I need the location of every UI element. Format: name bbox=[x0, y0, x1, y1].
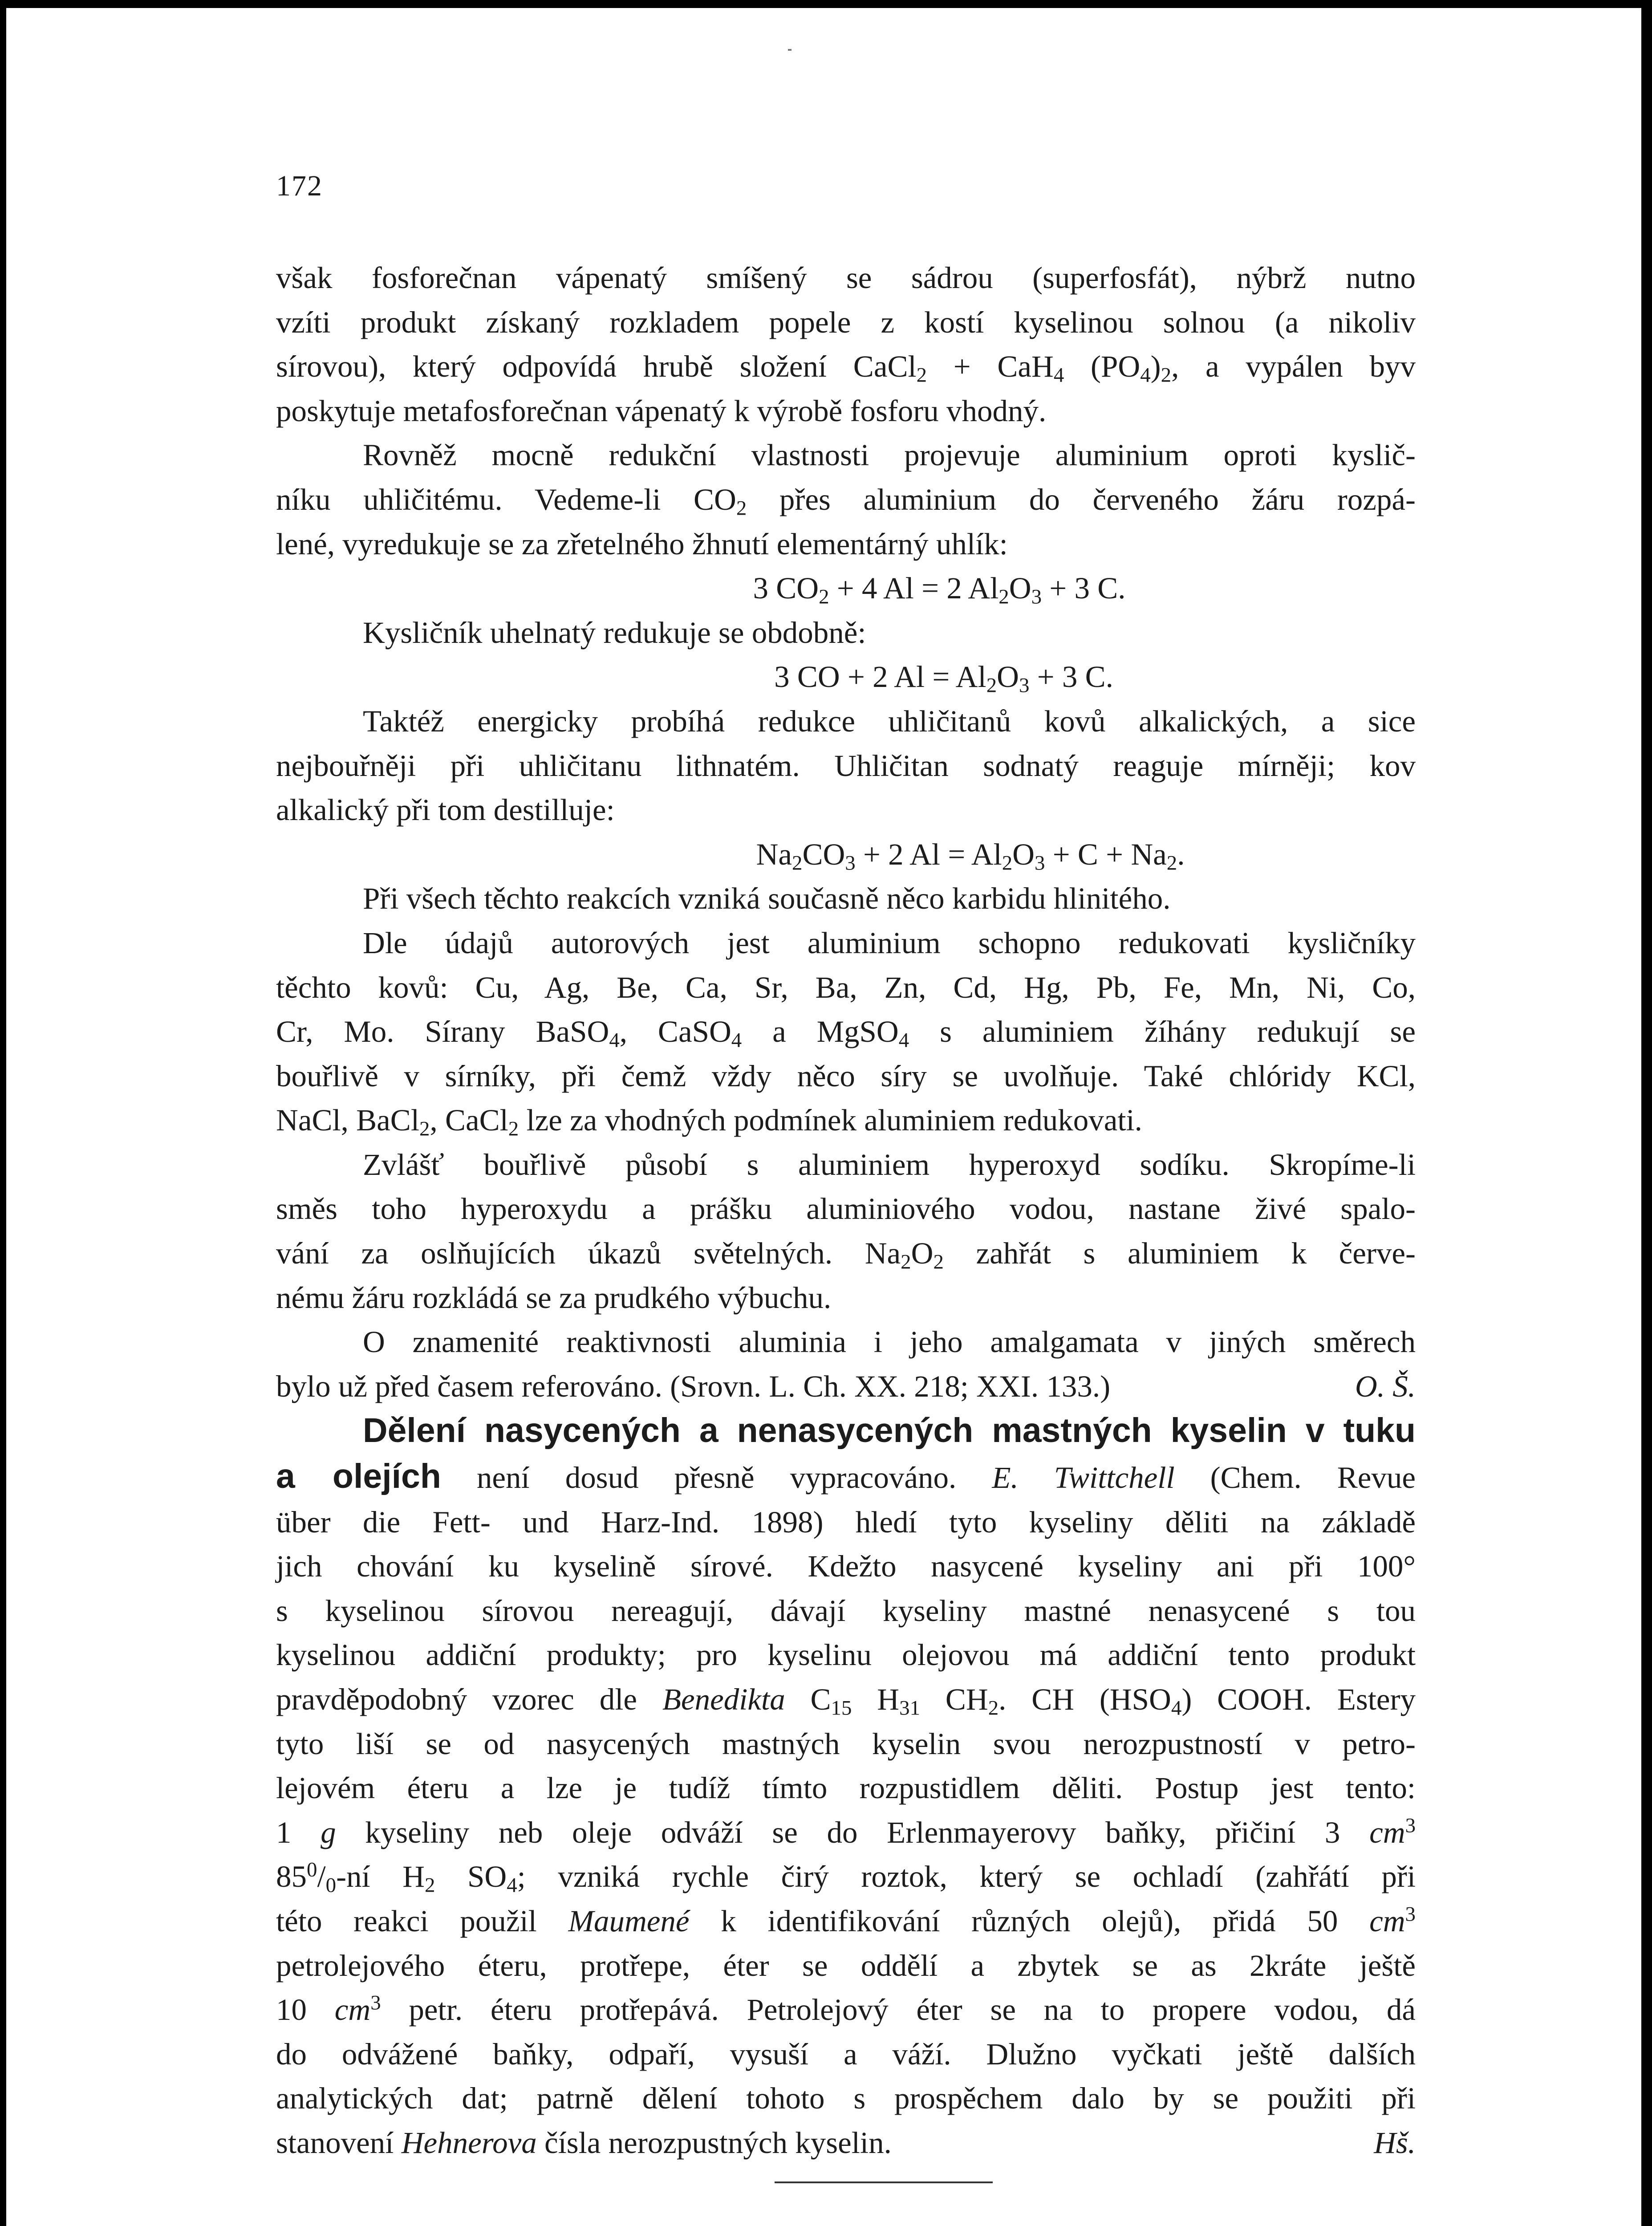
text-line: 1 g kyseliny neb oleje odváží se do Erlenmayerovy baňky, přičiní 3 $cm^3$ bbox=[276, 1814, 1416, 1849]
scan-border-left bbox=[0, 0, 6, 2226]
author-signature: Hš. bbox=[1374, 2125, 1416, 2160]
body-text bbox=[276, 256, 1416, 2165]
equation: 3 $CO_2 + 4$ Al = 2 $Al_2O_3 + 3$ C. bbox=[753, 571, 1126, 609]
text-line: analytických dat; patrně dělení tohoto s prospěchem dalo by se použiti při bbox=[276, 2081, 1416, 2116]
text-line: vzíti produkt získaný rozkladem popele z kostí kyselinou solnou (a nikoliv bbox=[276, 305, 1416, 339]
text-line: lené, vyredukuje se za zřetelného žhnutí elementárný uhlík: bbox=[276, 527, 1008, 561]
text-line: 10 $cm^3$ petr. éteru protřepává. Petrolejový éter se na to propere vodou, dá bbox=[276, 1991, 1416, 2027]
page-number: 172 bbox=[276, 170, 323, 202]
section-heading-cont: a olejích bbox=[276, 1457, 441, 1496]
text-line: jich chování ku kyselině sírové. Kdežto nasycené kyseliny ani při 100° bbox=[276, 1549, 1416, 1584]
text-line: a olejích není dosud přesně vypracováno. E. Twittchell (Chem. Revue bbox=[276, 1457, 1416, 1496]
text-line: Kysličník uhelnatý redukuje se obdobně: bbox=[363, 615, 866, 650]
text-line: nému žáru rozkládá se za prudkého výbuchu. bbox=[276, 1280, 832, 1315]
text-line: bylo už před časem referováno. (Srovn. L. Ch. XX. 218; XXI. 133.) O. Š. bbox=[276, 1365, 1416, 1409]
text-line: Cr, Mo. Sírany BaSO$_4$, CaSO$_4$ a MgSO$_4$ s aluminiem žíhány redukují se bbox=[276, 1015, 1416, 1052]
equation: 3 CO + 2 $Al = Al_2O_3 + 3$ C. bbox=[774, 660, 1113, 698]
section-heading: Dělení nasycených a nenasycených mastných kyselin v tuku bbox=[363, 1411, 1416, 1450]
text-line: poskytuje metafosforečnan vápenatý k výrobě fosforu vhodný. bbox=[276, 394, 1047, 428]
text-line: pravděpodobný vzorec dle Benedikta $C_{15}$ $H_{31}$ $CH_2$. CH $(HSO_4)$ COOH. Estery bbox=[276, 1682, 1416, 1720]
text-line: NaCl, BaCl$_2$, CaCl$_2$ lze za vhodných podmínek aluminiem redukovati. bbox=[276, 1103, 1142, 1141]
text-line: Dle údajů autorových jest aluminium schopno redukovati kysličníky bbox=[363, 926, 1416, 960]
text-line: alkalický při tom destilluje: bbox=[276, 793, 615, 827]
text-line: Při všech těchto reakcích vzniká současně něco karbidu hlinitého. bbox=[363, 881, 1171, 916]
text-line: s kyselinou sírovou nereagují, dávají kyseliny mastné nenasycené s tou bbox=[276, 1593, 1416, 1628]
text-line: kyselinou addiční produkty; pro kyselinu olejovou má addiční tento produkt bbox=[276, 1638, 1416, 1672]
text-line: Taktéž energicky probíhá redukce uhličitanů kovů alkalických, a sice bbox=[363, 704, 1416, 738]
text-line: stanovení Hehnerova čísla nerozpustných kyselin. Hš. bbox=[276, 2121, 1416, 2165]
scan-border-top bbox=[0, 0, 1652, 8]
equation: $Na_2CO_3 + 2$ $Al = Al_2O_3 + C + Na_2$. bbox=[756, 837, 1185, 875]
scan-speck bbox=[788, 49, 791, 51]
text-line: Rovněž mocně redukční vlastnosti projevuje aluminium oproti kyslič- bbox=[363, 438, 1416, 472]
text-line: O znamenité reaktivnosti aluminia i jeho amalgamata v jiných směrech bbox=[363, 1325, 1416, 1359]
text-line: petrolejového éteru, protřepe, éter se oddělí a zbytek se as 2kráte ještě bbox=[276, 1948, 1416, 1982]
scan-border-right bbox=[1641, 0, 1652, 2226]
text-line: níku uhličitému. Vedeme-li $CO_2$ přes aluminium do červeného žáru rozpá- bbox=[276, 482, 1416, 520]
author-signature: O. Š. bbox=[1355, 1369, 1416, 1403]
text-line: lejovém éteru a lze je tudíž tímto rozpustidlem děliti. Postup jest tento: bbox=[276, 1771, 1416, 1805]
text-line: bouřlivě v sírníky, při čemž vždy něco síry se uvolňuje. Také chlóridy KCl, bbox=[276, 1059, 1416, 1093]
text-line: tyto liší se od nasycených mastných kyselin svou nerozpustností v petro- bbox=[276, 1726, 1416, 1761]
text-line: vání za oslňujících úkazů světelných. $Na_2O_2$ zahřát s aluminiem k červe- bbox=[276, 1236, 1416, 1274]
text-line: této reakci použil Maumené k identifikování různých olejů), přidá 50 $cm^3$ bbox=[276, 1902, 1416, 1938]
footer-rule bbox=[775, 2181, 993, 2183]
text-line: sírovou), který odpovídá hrubě složení CaCl$_2$ + CaH$_4$ $(PO_4)_2$, a vypálen byv bbox=[276, 349, 1416, 387]
text-line: směs toho hyperoxydu a prášku aluminiového vodou, nastane živé spalo- bbox=[276, 1192, 1416, 1226]
text-line: však fosforečnan vápenatý smíšený se sádrou (superfosfát), nýbrž nutno bbox=[276, 261, 1416, 295]
text-line: Zvlášť bouřlivě působí s aluminiem hyperoxyd sodíku. Skropíme-li bbox=[363, 1147, 1416, 1182]
text-line: $85^0/_0-ní$ $H_2$ $SO_4$; vzniká rychle čirý roztok, který se ochladí (zahřátí při bbox=[276, 1858, 1416, 1897]
text-line: do odvážené baňky, odpaří, vysuší a váží. Dlužno vyčkati ještě dalších bbox=[276, 2037, 1416, 2071]
text-line: über die Fett- und Harz-Ind. 1898) hledí tyto kyseliny děliti na základě bbox=[276, 1505, 1416, 1539]
text-line: nejbouřněji při uhličitanu lithnatém. Uhličitan sodnatý reaguje mírněji; kov bbox=[276, 748, 1416, 783]
text-line: těchto kovů: Cu, Ag, Be, Ca, Sr, Ba, Zn, Cd, Hg, Pb, Fe, Mn, Ni, Co, bbox=[276, 970, 1416, 1004]
